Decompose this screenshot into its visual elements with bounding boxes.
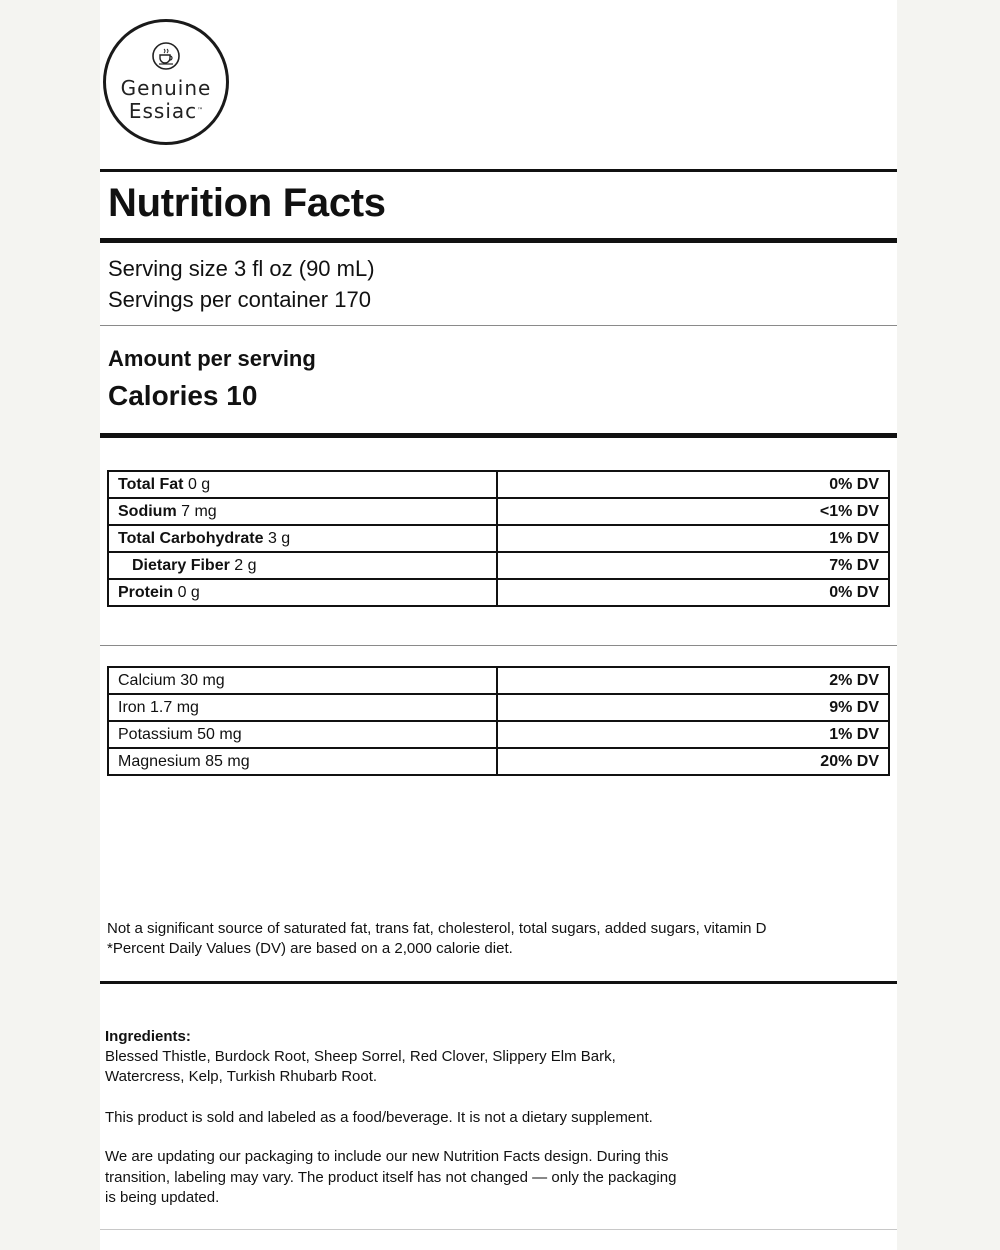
bottom-rule	[100, 1229, 897, 1230]
page-title: Nutrition Facts	[108, 181, 386, 225]
table-row	[108, 471, 889, 498]
table-row	[108, 748, 889, 775]
ingredients-list-line-2: Watercress, Kelp, Turkish Rhubarb Root.	[105, 1068, 378, 1085]
nutrient-cell: Total Fat 0 g	[108, 471, 497, 498]
dv-cell: 0% DV	[497, 579, 889, 606]
dv-cell: 9% DV	[497, 694, 889, 721]
servings-per-container: Servings per container 170	[108, 287, 371, 312]
dv-cell: 7% DV	[497, 552, 889, 579]
product-note: This product is sold and labeled as a food/beverage. It is not a dietary supplement.	[105, 1109, 653, 1126]
nutrient-cell: Dietary Fiber 2 g	[108, 552, 497, 579]
nutrient-cell: Sodium 7 mg	[108, 498, 497, 525]
logo-line-1: Genuine	[120, 76, 212, 100]
table-row	[108, 721, 889, 748]
footnote-dv: *Percent Daily Values (DV) are based on a 2,000 calorie diet.	[107, 940, 513, 957]
mineral-cell: Magnesium 85 mg	[108, 748, 497, 775]
brand-logo	[103, 19, 229, 145]
dv-cell: 20% DV	[497, 748, 889, 775]
serving-divider	[100, 325, 897, 326]
nutrient-table	[107, 470, 890, 607]
teacup-icon	[151, 41, 181, 71]
table-row	[108, 667, 889, 694]
table-row	[108, 525, 889, 552]
top-rule	[100, 169, 897, 172]
mineral-cell: Iron 1.7 mg	[108, 694, 497, 721]
dv-cell: 1% DV	[497, 721, 889, 748]
mineral-cell: Calcium 30 mg	[108, 667, 497, 694]
table-row	[108, 579, 889, 606]
nutrient-cell: Total Carbohydrate 3 g	[108, 525, 497, 552]
table-row	[108, 552, 889, 579]
footnote-sources: Not a significant source of saturated fat, trans fat, cholesterol, total sugars, added sugars, vitamin D	[107, 920, 767, 937]
nutrition-label-sheet	[100, 0, 897, 1250]
calories: Calories 10	[108, 380, 258, 411]
nutrient-cell: Protein 0 g	[108, 579, 497, 606]
table-row	[108, 498, 889, 525]
dv-cell: 0% DV	[497, 471, 889, 498]
footnote-rule	[100, 981, 897, 984]
serving-size: Serving size 3 fl oz (90 mL)	[108, 256, 375, 281]
table-row	[108, 694, 889, 721]
title-rule	[100, 238, 897, 243]
dv-cell: 2% DV	[497, 667, 889, 694]
calories-rule	[100, 433, 897, 438]
packaging-note-line-1: We are updating our packaging to include our new Nutrition Facts design. During this	[105, 1148, 669, 1165]
packaging-note-line-3: is being updated.	[105, 1189, 220, 1206]
ingredients-list-line-1: Blessed Thistle, Burdock Root, Sheep Sorrel, Red Clover, Slippery Elm Bark,	[105, 1048, 616, 1065]
amount-per-serving: Amount per serving	[108, 346, 316, 371]
packaging-note-line-2: transition, labeling may vary. The product itself has not changed — only the packaging	[105, 1169, 677, 1186]
ingredients-heading: Ingredients:	[105, 1028, 191, 1045]
mineral-table	[107, 666, 890, 776]
mineral-cell: Potassium 50 mg	[108, 721, 497, 748]
mineral-divider	[100, 645, 897, 646]
dv-cell: <1% DV	[497, 498, 889, 525]
dv-cell: 1% DV	[497, 525, 889, 552]
logo-line-2: Essiac™	[128, 99, 204, 123]
